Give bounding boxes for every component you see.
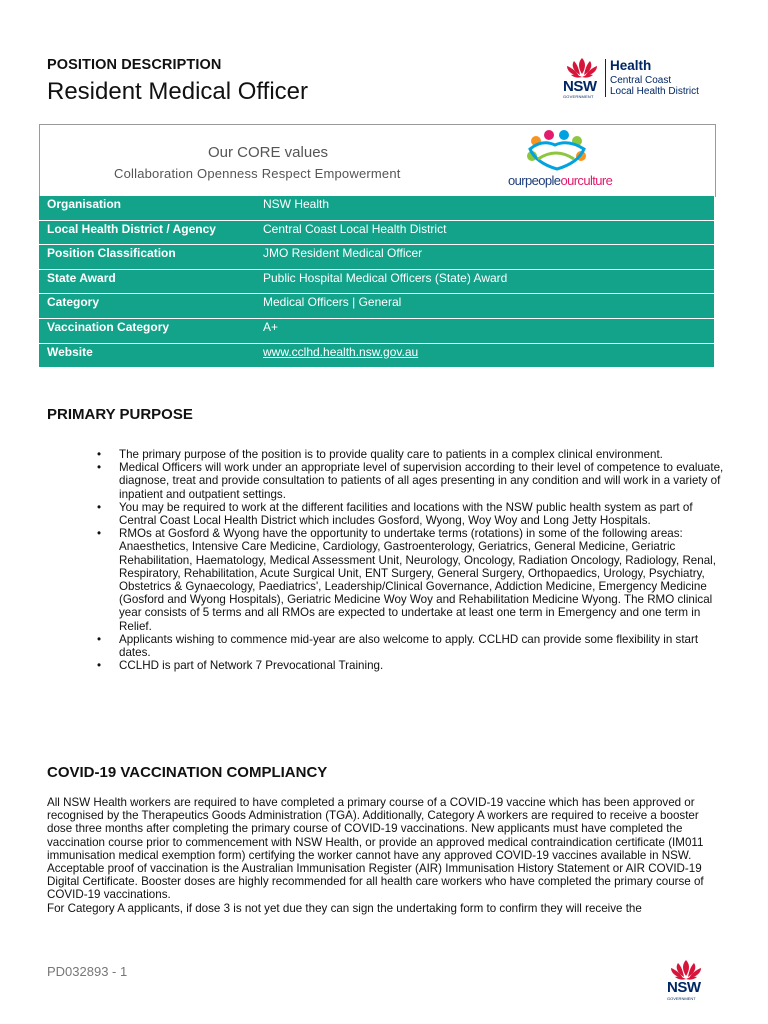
culture-part-1: ourpeople [508,173,561,188]
culture-part-2: ourculture [560,173,613,188]
list-item: • RMOs at Gosford & Wyong have the opportunity to undertake terms (rotations) in some of the following areas: Anaesthetics, Intensive Care Medicine, Cardiology, Gastroenterology, Geriatrics, General Medicine, Geriatric Rehabilitation, Haematology, Medical Assessment Unit, Neurology, Oncology, Radiation Oncology, Radiology, Renal, Respiratory, Rehabilitation, Acute Surgical Unit, ENT Surgery, General Surgery, Orthopaedics, Urology, Psychiatry, Obstetrics & Gynaecology, Paediatrics', Leadership/Clinical Governance, Addiction Medicine, Emergency Medicine (Gosford and Wyong Hospitals), Geriatric Medicine Woy Woy and Rehabilitation Medicine Wyong. The RMO clinical year consists of 5 terms and all RMOs are expected to undertake at least one term in Emergency and one term in Relief. [97,527,725,633]
covid-paragraph: For Category A applicants, if dose 3 is not yet due they can sign the undertaking form to confirm they will receive the [47,901,642,915]
row-value-vaccination: A+ [255,318,714,343]
waratah-icon [562,56,602,80]
district-line-1: Central Coast [610,75,672,86]
row-label-website: Website [39,343,255,368]
page-title: Resident Medical Officer [47,78,308,105]
row-label-category: Category [39,294,255,319]
logo-divider [605,59,606,97]
table-row [39,294,714,319]
table-row [39,343,714,368]
list-item: • Medical Officers will work under an appropriate level of supervision according to their level of competence to evaluate, diagnose, treat and provide consultation to patients of all ages presenting in any condition and will work in a variety of inpatient and outpatient settings. [97,461,725,501]
covid-heading: COVID-19 VACCINATION COMPLIANCY [47,764,328,781]
primary-purpose-list [97,448,725,672]
row-label-vaccination: Vaccination Category [39,318,255,343]
covid-body [47,796,727,915]
row-label-district: Local Health District / Agency [39,220,255,245]
list-item: • CCLHD is part of Network 7 Prevocational Training. [97,659,725,672]
our-people-our-culture-logo [508,173,612,188]
government-logo-text: GOVERNMENT [667,996,696,1001]
website-link[interactable]: www.cclhd.health.nsw.gov.au [263,344,419,359]
nsw-logo-text: NSW [667,979,701,996]
government-logo-text: GOVERNMENT [563,94,594,99]
district-line-2: Local Health District [610,86,699,97]
core-values-list: Collaboration Openness Respect Empowerment [114,166,401,181]
list-item: • You may be required to work at the different facilities and locations with the NSW public health system as part of Central Coast Local Health District which includes Gosford, Wyong, Woy Woy and Long Jetty Hospitals. [97,501,725,527]
covid-paragraph: Acceptable proof of vaccination is the Australian Immunisation Register (AIR) Immunisation History Statement or AIR COVID-19 Digital Certificate. Booster doses are highly recommended for all health care workers who have completed the primary course of COVID-19 vaccinations. [47,862,704,902]
nsw-government-logo [666,958,710,1004]
row-label-organisation: Organisation [39,196,255,220]
table-row [39,269,714,294]
position-description-label: POSITION DESCRIPTION [47,57,222,73]
document-id: PD032893 - 1 [47,964,128,979]
row-value-classification: JMO Resident Medical Officer [255,245,714,270]
list-item: • Applicants wishing to commence mid-year are also welcome to apply. CCLHD can provide some flexibility in start dates. [97,633,725,659]
row-value-organisation: NSW Health [255,196,714,220]
row-value-website [255,343,714,368]
row-value-award: Public Hospital Medical Officers (State) Award [255,269,714,294]
health-logo-text: Health [610,58,652,73]
primary-purpose-heading: PRIMARY PURPOSE [47,406,193,423]
nsw-logo-text: NSW [563,78,597,95]
people-circle-icon [522,129,592,175]
row-value-district: Central Coast Local Health District [255,220,714,245]
core-values-title: Our CORE values [208,144,329,161]
core-values-banner [39,124,716,197]
district-logo-text [610,75,699,97]
position-info-table [39,196,714,368]
covid-paragraph: All NSW Health workers are required to have completed a primary course of a COVID-19 vaccine which has been approved or recognised by the Therapeutics Goods Administration (TGA). Additionally, Category A workers are required to receive a booster dose three months after completing the primary course of COVID-19 vaccinations. New applicants must have completed the vaccination course prior to commencement with NSW Health, or provide an approved medical contraindication certificate (IM011 immunisation medical exemption form) certifying the worker cannot have any approved COVID-19 vaccines available in NSW. [47,796,704,862]
row-label-classification: Position Classification [39,245,255,270]
nsw-health-logo [562,56,712,100]
row-value-category: Medical Officers | General [255,294,714,319]
row-label-award: State Award [39,269,255,294]
table-row [39,245,714,270]
list-item: • The primary purpose of the position is to provide quality care to patients in a complex clinical environment. [97,448,725,461]
table-row [39,196,714,220]
table-row [39,318,714,343]
table-row [39,220,714,245]
